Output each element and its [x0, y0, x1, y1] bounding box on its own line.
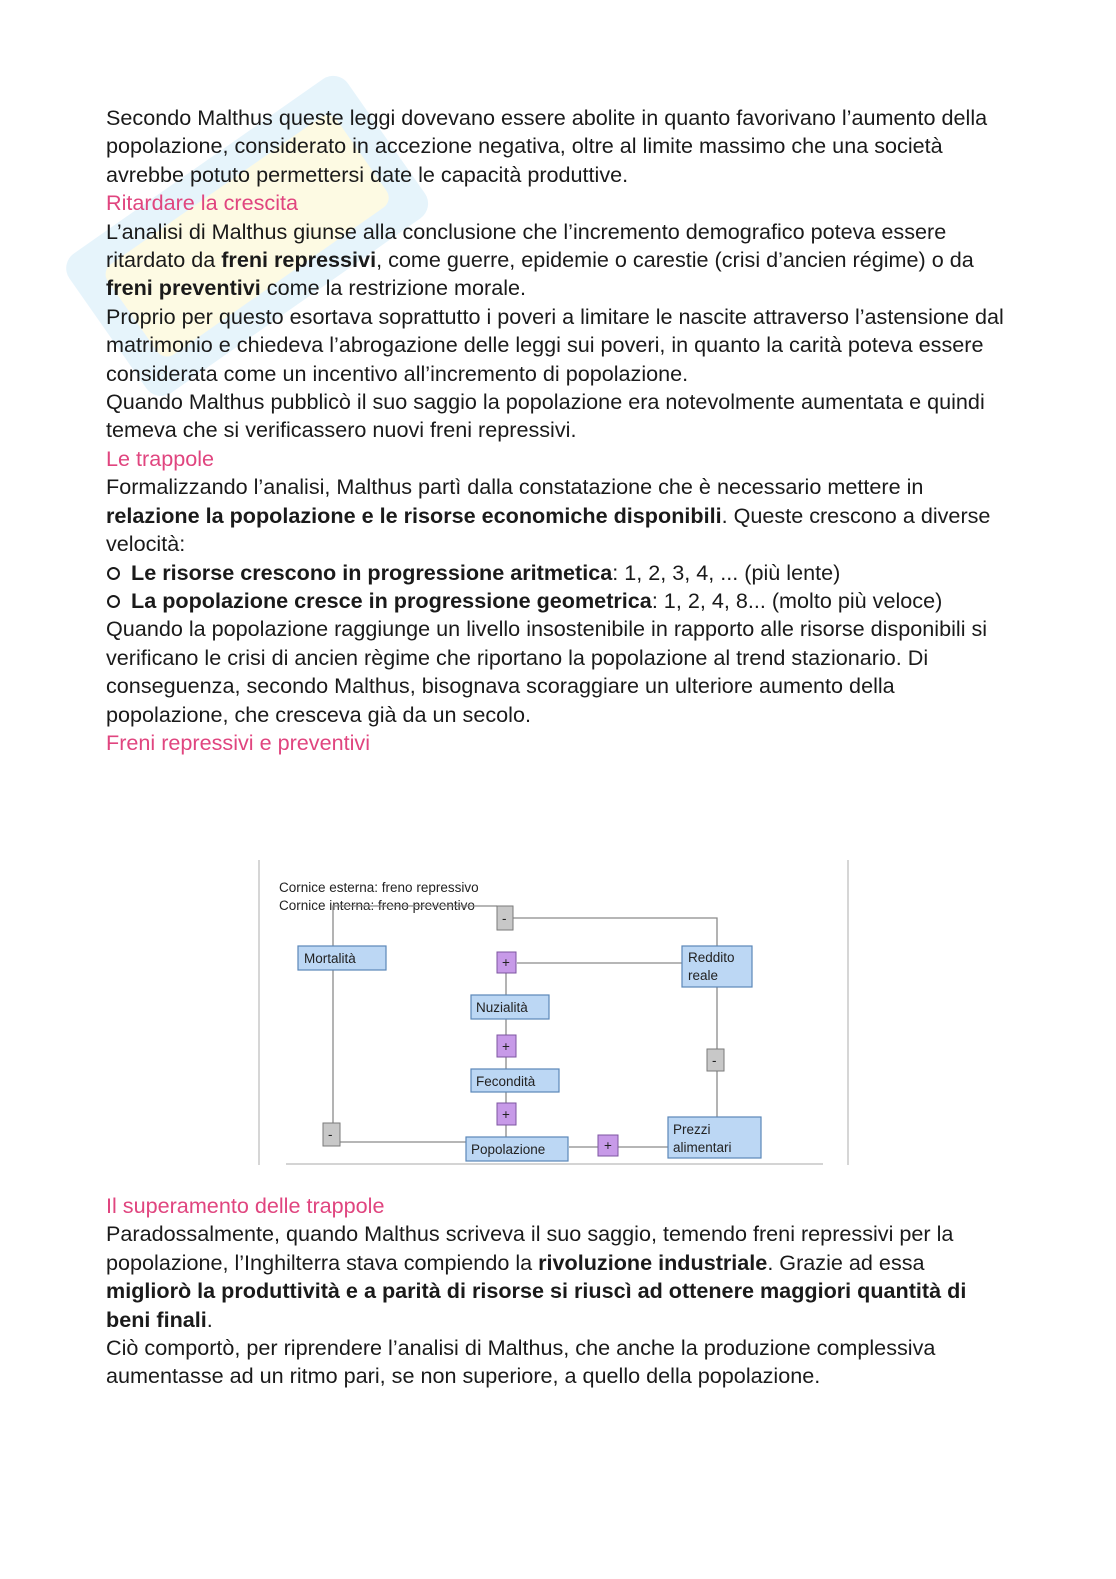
label-reddito-2: reale: [688, 968, 719, 983]
text-segment: Paradossalmente, quando Malthus scriveva il suo saggio, temendo freni repressivi per la popolazione, l’Inghilterra stava compiendo la: [106, 1221, 954, 1275]
document-body-lower: [106, 1192, 1006, 1391]
sign-minus-top-label: -: [502, 911, 507, 926]
bold-rivoluzione-industriale: rivoluzione industriale: [538, 1249, 768, 1275]
paragraph-freni: [106, 218, 1006, 303]
label-fecondita: Fecondità: [476, 1074, 536, 1089]
text-segment: . Queste crescono a diverse velocità:: [106, 502, 991, 557]
text-segment: Formalizzando l’analisi, Malthus partì dalla constatazione che è necessario mettere in: [106, 474, 924, 500]
text-segment: : 1, 2, 3, 4, ... (più lente): [612, 559, 841, 585]
bold-risorse: Le risorse crescono in progressione aritmetica: [131, 559, 613, 585]
label-prezzi-1: Prezzi: [673, 1122, 711, 1137]
bold-freni-preventivi: freni preventivi: [106, 275, 261, 301]
heading-superamento: Il superamento delle trappole: [106, 1193, 385, 1218]
text-segment: .: [206, 1306, 213, 1332]
paragraph-rivoluzione: [106, 1220, 1006, 1334]
sign-minus-right-label: -: [712, 1053, 717, 1068]
paragraph-saggio: Quando Malthus pubblicò il suo saggio la popolazione era notevolmente aumentata e quindi temeva che si verificassero nuovi freni repressivi.: [106, 389, 985, 443]
text-segment: : 1, 2, 4, 8... (molto più veloce): [651, 587, 943, 613]
sign-plus-3-label: +: [502, 1107, 510, 1122]
bullet-circle-icon: [107, 567, 120, 580]
document-body: [106, 104, 1006, 757]
text-segment: . Grazie ad essa: [767, 1249, 925, 1275]
bold-produttivita: migliorò la produttività e a parità di risorse si riuscì ad ottenere maggiori quantità di beni finali: [106, 1278, 967, 1332]
label-prezzi-2: alimentari: [673, 1140, 732, 1155]
sign-plus-2-label: +: [502, 1039, 510, 1054]
paragraph-insostenibile: Quando la popolazione raggiunge un livello insostenibile in rapporto alle risorse disponibili si verificano le crisi di ancien règime che riportano la popolazione al trend stazionario. Di conseguenza, secondo Malthus, bisognava scoraggiare un ulteriore aumento della popolazione, che cresceva già da un secolo.: [106, 616, 988, 727]
bullet-circle-icon: [107, 595, 120, 608]
paragraph-abolition: Secondo Malthus queste leggi dovevano essere abolite in quanto favorivano l’aumento della popolazione, considerato in accezione negativa, oltre al limite massimo che una società avrebbe potuto permettersi date le capacità produttive.: [106, 105, 988, 187]
label-mortalita: Mortalità: [304, 951, 356, 966]
paragraph-produzione: Ciò comportò, per riprendere l’analisi di Malthus, che anche la produzione complessiva aumentasse ad un ritmo pari, se non superiore, a quello della popolazione.: [106, 1335, 936, 1389]
label-nuzialita: Nuzialità: [476, 1000, 528, 1015]
list-item: [106, 559, 1006, 587]
paragraph-formalizzando: [106, 473, 1006, 558]
bold-relazione: relazione la popolazione e le risorse economiche disponibili: [106, 502, 722, 528]
sign-plus-4-label: +: [604, 1138, 612, 1153]
progression-list: [106, 559, 1006, 616]
heading-trappole: Le trappole: [106, 445, 215, 471]
malthus-diagram: [258, 858, 850, 1168]
sign-minus-left-label: -: [328, 1127, 333, 1142]
text-segment: come la restrizione morale.: [260, 275, 527, 301]
bold-freni-repressivi: freni repressivi: [221, 247, 377, 273]
heading-freni-repressivi-preventivi: Freni repressivi e preventivi: [106, 729, 371, 755]
connector-top: [505, 918, 717, 946]
label-reddito-1: Reddito: [688, 950, 735, 965]
list-item: [106, 587, 1006, 615]
label-popolazione: Popolazione: [471, 1142, 546, 1157]
heading-ritardare-crescita: Ritardare la crescita: [106, 190, 299, 216]
legend-outer: Cornice esterna: freno repressivo: [279, 880, 479, 895]
paragraph-poveri: Proprio per questo esortava soprattutto i poveri a limitare le nascite attraverso l’astensione dal matrimonio e chiedeva l’abrogazione delle leggi sui poveri, in quanto la carità poteva essere considerata come un incentivo all’incremento di popolazione.: [106, 303, 1004, 386]
sign-plus-1-label: +: [502, 955, 510, 970]
legend-inner: Cornice interna: freno preventivo: [279, 898, 475, 913]
text-segment: L’analisi di Malthus giunse alla conclusione che l’incremento demografico poteva essere ritardato da: [106, 218, 947, 273]
diagram-svg: [258, 858, 850, 1168]
text-segment: , come guerre, epidemie o carestie (crisi d’ancien régime) o da: [376, 247, 974, 273]
bold-popolazione: La popolazione cresce in progressione geometrica: [131, 587, 652, 613]
